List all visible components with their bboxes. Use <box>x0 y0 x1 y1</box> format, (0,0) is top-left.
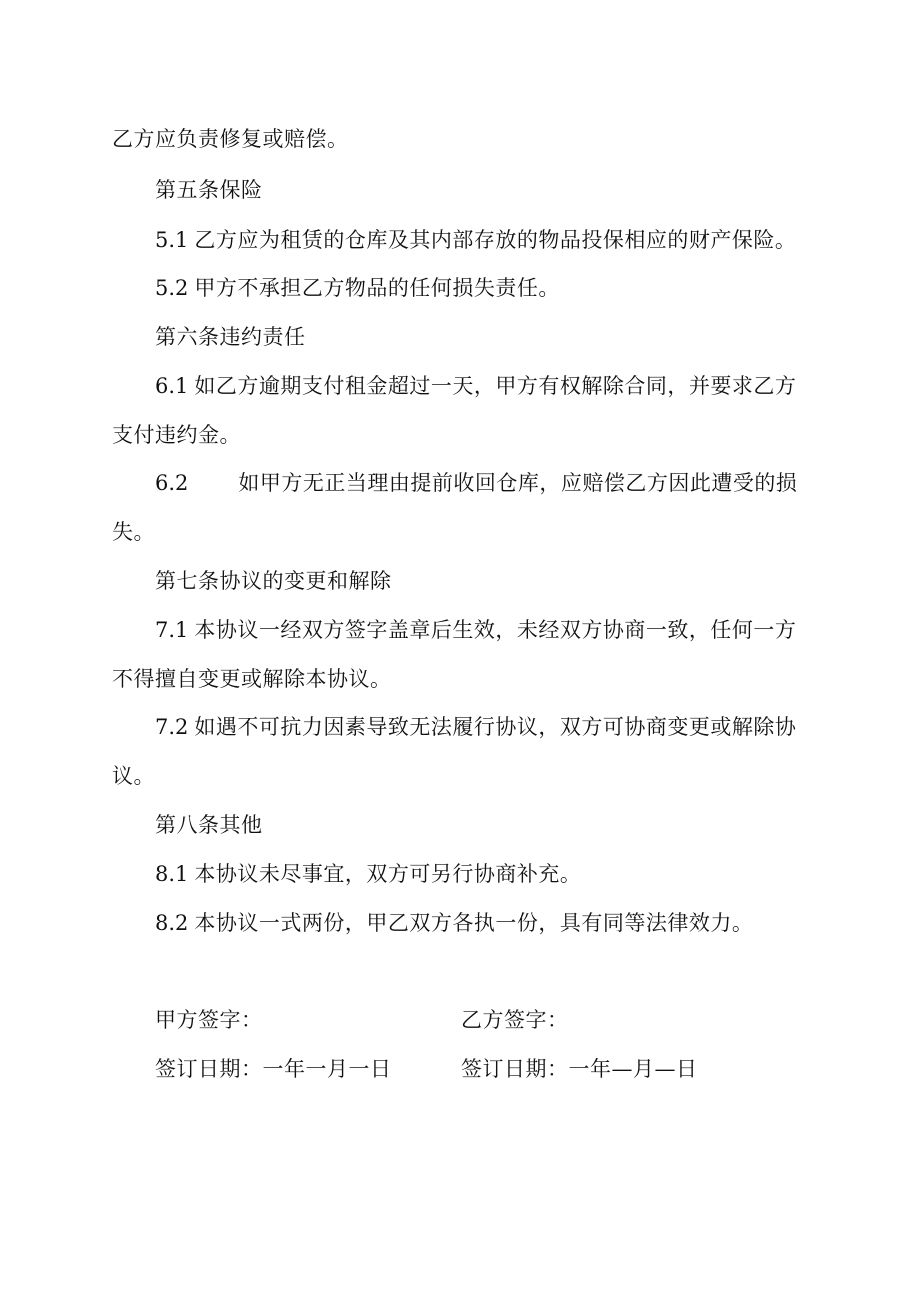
clause-number: 7.1 <box>155 618 189 642</box>
clause-6-1 <box>155 371 855 401</box>
clause-text: 议。 <box>112 764 155 788</box>
clause-number: 8.1 <box>155 862 189 886</box>
clause-5-2 <box>155 273 855 303</box>
clause-6-1-continuation <box>112 420 812 450</box>
clause-text: 不得擅自变更或解除本协议。 <box>112 667 392 691</box>
clause-7-2 <box>155 712 855 742</box>
party-a-sign-date: 签订日期：一年一月一日 <box>155 1057 392 1081</box>
clause-text: 如乙方逾期支付租金超过一天，甲方有权解除合同，并要求乙方 <box>194 374 797 398</box>
section-title-text: 第五条保险 <box>155 178 263 202</box>
clause-6-2 <box>155 468 855 498</box>
clause-6-2-continuation <box>112 517 812 547</box>
clause-number: 6.2 <box>155 471 189 495</box>
section-title-text: 第八条其他 <box>155 813 263 837</box>
section-title-text: 第七条协议的变更和解除 <box>155 569 392 593</box>
party-b-signature-label: 乙方签字： <box>461 1008 569 1032</box>
section-title-7 <box>155 566 855 596</box>
clause-text: 本协议一式两份，甲乙双方各执一份，具有同等法律效力。 <box>194 911 754 935</box>
clause-7-1 <box>155 615 855 645</box>
party-b-sign-date: 签订日期：一年—月—日 <box>461 1057 698 1081</box>
section-title-6 <box>155 322 855 352</box>
clause-7-2-continuation <box>112 761 812 791</box>
clause-8-2 <box>155 908 855 938</box>
clause-number: 5.1 <box>155 228 189 252</box>
clause-number: 5.2 <box>155 276 189 300</box>
clause-number: 6.1 <box>155 374 189 398</box>
clause-text: 乙方应为租赁的仓库及其内部存放的物品投保相应的财产保险。 <box>194 228 797 252</box>
clause-7-1-continuation <box>112 664 812 694</box>
clause-number: 8.2 <box>155 911 189 935</box>
paragraph-text: 乙方应负责修复或赔偿。 <box>112 127 349 151</box>
section-title-8 <box>155 810 855 840</box>
clause-5-1 <box>155 225 855 255</box>
party-a-signature-label: 甲方签字： <box>155 1008 263 1032</box>
clause-text: 支付违约金。 <box>112 423 241 447</box>
clause-text: 失。 <box>112 520 155 544</box>
clause-text: 如遇不可抗力因素导致无法履行协议，双方可协商变更或解除协 <box>194 715 797 739</box>
section-title-5 <box>155 175 855 205</box>
section-title-text: 第六条违约责任 <box>155 325 306 349</box>
paragraph-continuation <box>112 124 812 154</box>
clause-text: 甲方不承担乙方物品的任何损失责任。 <box>194 276 560 300</box>
clause-text: 如甲方无正当理由提前收回仓库，应赔偿乙方因此遭受的损 <box>238 471 798 495</box>
clause-text: 本协议一经双方签字盖章后生效，未经双方协商一致，任何一方 <box>194 618 797 642</box>
clause-text: 本协议未尽事宜，双方可另行协商补充。 <box>194 862 582 886</box>
clause-number: 7.2 <box>155 715 189 739</box>
clause-8-1 <box>155 859 855 889</box>
